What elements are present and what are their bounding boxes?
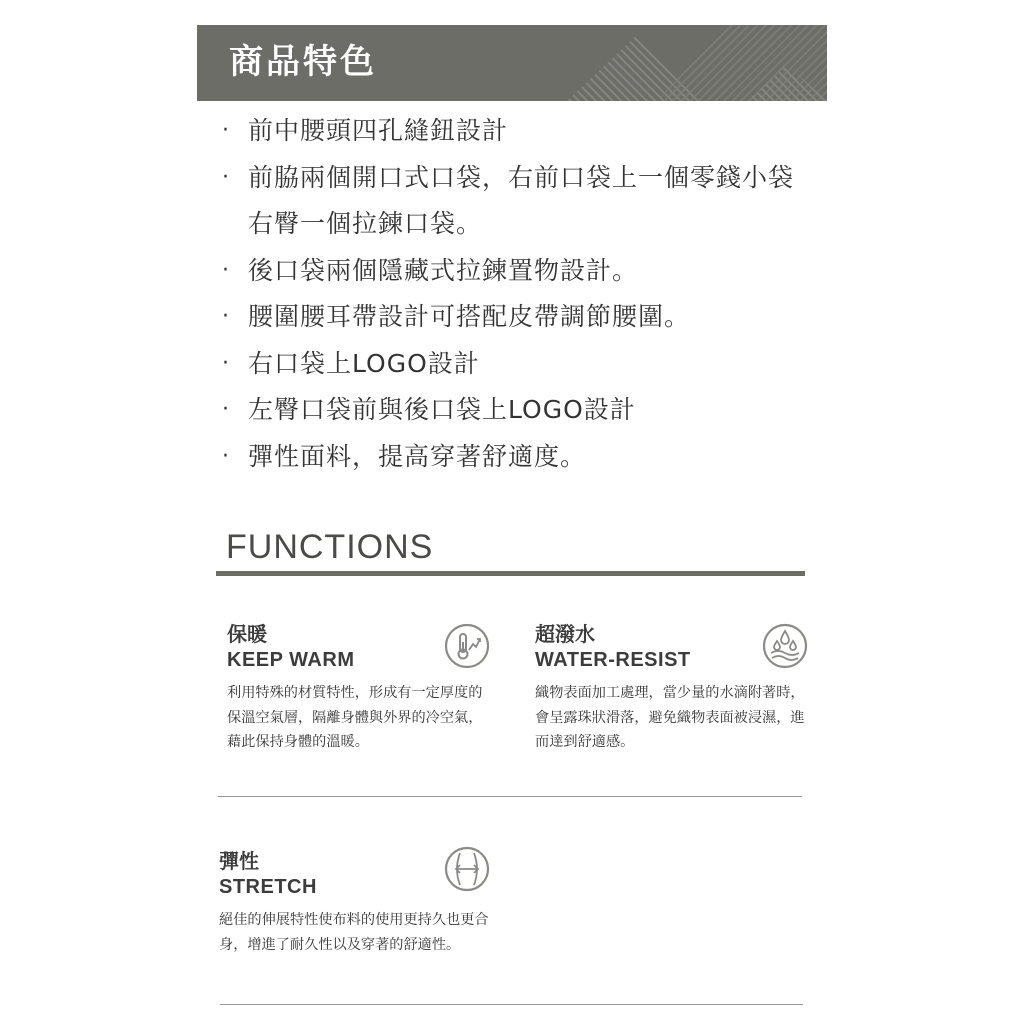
bullet: · (222, 397, 230, 422)
bullet: · (222, 257, 230, 283)
function-description: 織物表面加工處理，當少量的水滴附著時，會呈露珠狀滑落，避免織物表面被浸濕，進而達到舒適感。 (535, 685, 805, 750)
list-item (222, 108, 822, 155)
function-description: 絕佳的伸展特性使布料的使用更持久也更合身，增進了耐久性以及穿著的舒適性。 (219, 912, 489, 953)
feature-text: 前中腰頭四孔縫鈕設計 (248, 116, 509, 145)
bullet: · (222, 118, 230, 143)
feature-text: 左臀口袋前與後口袋上LOGO設計 (248, 395, 636, 424)
page-title: 商品特色 (229, 42, 377, 82)
feature-text: 前脇兩個開口式口袋，右前口袋上一個零錢小袋右臀一個拉鍊口袋。 (248, 162, 795, 238)
feature-list (222, 108, 822, 480)
list-item (222, 155, 822, 248)
section-divider-bottom (220, 1004, 803, 1005)
list-item (222, 294, 822, 341)
section-divider (218, 796, 802, 797)
feature-text: 右口袋上LOGO設計 (248, 348, 480, 378)
function-en-label: WATER-RESIST (535, 649, 691, 671)
bullet: · (222, 304, 230, 329)
feature-text: 後口袋兩個隱藏式拉鍊置物設計。 (248, 255, 639, 285)
header-banner (197, 25, 827, 101)
list-item (222, 248, 822, 295)
functions-rule (216, 571, 805, 576)
function-zh-label: 超潑水 (535, 622, 595, 646)
stripe-pattern-decoration (527, 25, 827, 101)
list-item (222, 387, 822, 434)
thermometer-icon (443, 622, 491, 670)
bullet: · (222, 350, 230, 376)
function-zh-label: 保暖 (227, 622, 267, 646)
feature-text: 腰圍腰耳帶設計可搭配皮帶調節腰圍。 (248, 302, 691, 331)
function-zh-label: 彈性 (219, 849, 259, 873)
bullet: · (222, 443, 230, 469)
function-en-label: STRETCH (219, 876, 317, 898)
function-description: 利用特殊的材質特性，形成有一定厚度的保溫空氣層，隔離身體與外界的冷空氣，藉此保持身體的溫暖。 (227, 685, 483, 750)
function-en-label: KEEP WARM (227, 649, 355, 671)
list-item (222, 434, 822, 481)
stretch-icon (443, 845, 491, 893)
functions-heading: FUNCTIONS (226, 528, 434, 566)
bullet: · (222, 164, 230, 190)
feature-text: 彈性面料，提高穿著舒適度。 (248, 441, 587, 471)
list-item (222, 341, 822, 388)
water-drops-icon (761, 622, 809, 670)
